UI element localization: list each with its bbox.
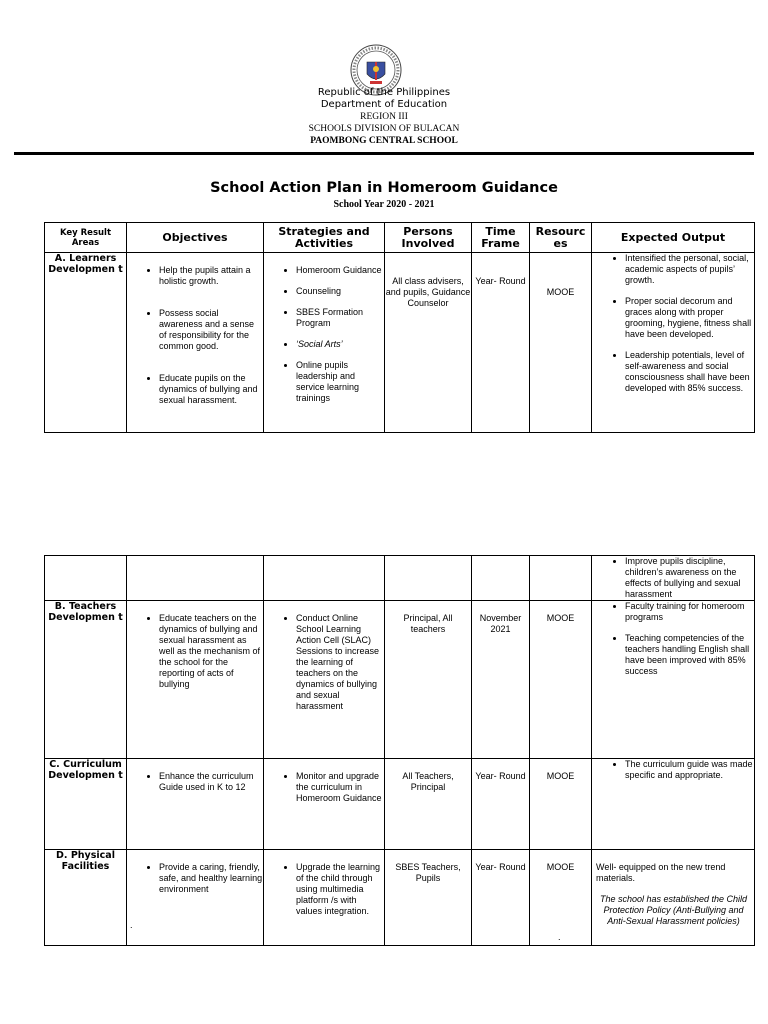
strategies-d [264, 850, 385, 946]
table-row [45, 601, 755, 759]
strategies-b [264, 601, 385, 759]
col-strategies: Strategies and Activities [264, 223, 385, 253]
school-year: School Year 2020 - 2021 [333, 199, 435, 210]
list-item: • The curriculum guide was made specific and appropriate. [625, 759, 754, 781]
department-line: Department of Education [320, 99, 448, 110]
output-a-continued [592, 556, 755, 601]
action-plan-table-1 [44, 222, 755, 433]
list-item: • Faculty training for homeroom programs [625, 601, 754, 623]
list-item: • Conduct Online School Learning Action Cell (SLAC) Sessions to increase the learning of teachers on the dynamics of bullying and sexual harassment [296, 613, 384, 712]
output-d-plain: Well- equipped on the new trend materials. [596, 862, 726, 883]
empty-cell [45, 556, 127, 601]
objectives-a [127, 253, 264, 433]
output-a [592, 253, 755, 433]
empty-cell [385, 556, 472, 601]
action-plan-table-2 [44, 555, 755, 946]
kra-c: C. Curriculum Developmen t [45, 759, 127, 850]
empty-cell [264, 556, 385, 601]
col-persons: Persons Involved [385, 223, 472, 253]
table-row [45, 759, 755, 850]
persons-a: All class advisers, and pupils, Guidance Counselor [385, 253, 472, 433]
list-item: • Educate teachers on the dynamics of bullying and sexual harassment as well as the mechanism of the school for the reporting of acts of bullying [159, 613, 263, 690]
output-d [592, 850, 755, 946]
list-item: • ‘Social Arts’ [296, 339, 384, 350]
list-item: • Counseling [296, 286, 384, 297]
empty-cell [127, 556, 264, 601]
list-item: • Educate pupils on the dynamics of bullying and sexual harassment. [159, 373, 263, 406]
strategies-c [264, 759, 385, 850]
stray-dot: . [558, 932, 561, 942]
strategies-a [264, 253, 385, 433]
list-item: • Monitor and upgrade the curriculum in Homeroom Guidance [296, 771, 384, 804]
col-objectives: Objectives [127, 223, 264, 253]
time-c: Year- Round [472, 759, 530, 850]
time-d: Year- Round [472, 850, 530, 946]
col-resources: Resourc es [530, 223, 592, 253]
resources-b: MOOE [530, 601, 592, 759]
list-item: • Teaching competencies of the teachers handling English shall have been improved with 85% success [625, 633, 754, 677]
output-d-italic: The school has established the Child Protection Policy (Anti-Bullying and Anti-Sexual Harassment policies) [599, 894, 748, 926]
region-line: REGION III [360, 112, 408, 122]
col-key-result-areas: Key Result Areas [45, 223, 127, 253]
list-item: • Provide a caring, friendly, safe, and healthy learning environment [159, 862, 263, 895]
kra-b: B. Teachers Developmen t [45, 601, 127, 759]
persons-d: SBES Teachers, Pupils [385, 850, 472, 946]
list-item: • Improve pupils discipline, children’s awareness on the effects of bullying and sexual harassment [625, 556, 754, 600]
persons-b: Principal, All teachers [385, 601, 472, 759]
resources-d-label: MOOE [546, 862, 575, 872]
kra-d: D. Physical Facilities [45, 850, 127, 946]
resources-d [530, 850, 592, 946]
resources-c: MOOE [530, 759, 592, 850]
document-title: School Action Plan in Homeroom Guidance [210, 180, 558, 196]
division-line: SCHOOLS DIVISION OF BULACAN [308, 124, 460, 134]
table-row [45, 850, 755, 946]
time-b: November 2021 [472, 601, 530, 759]
list-item: • SBES Formation Program [296, 307, 384, 329]
list-item: • Leadership potentials, level of self-awareness and social consciousness shall have been developed with 85% success. [625, 350, 754, 394]
list-item: • Proper social decorum and graces along with proper grooming, hygiene, fitness shall have been developed. [625, 296, 754, 340]
letterhead [0, 87, 768, 147]
republic-line: Republic of the Philippines [317, 87, 451, 98]
stray-dot: . [130, 920, 133, 930]
time-a: Year- Round [472, 253, 530, 433]
header-rule [14, 152, 754, 155]
list-item: • Enhance the curriculum Guide used in K to 12 [159, 771, 263, 793]
col-time-frame: Time Frame [472, 223, 530, 253]
list-item: • Possess social awareness and a sense of responsibility for the common good. [159, 308, 263, 352]
output-c [592, 759, 755, 850]
col-expected-output: Expected Output [592, 223, 755, 253]
list-item: • Homeroom Guidance [296, 265, 384, 276]
table-row [45, 253, 755, 433]
list-item: • Intensified the personal, social, academic aspects of pupils’ growth. [625, 253, 754, 286]
table-row [45, 556, 755, 601]
list-item: • Online pupils leadership and service learning trainings [296, 360, 384, 404]
empty-cell [530, 556, 592, 601]
list-item: • Upgrade the learning of the child through using multimedia platform /s with values integration. [296, 862, 384, 917]
objectives-d [127, 850, 264, 946]
table-header-row [45, 223, 755, 253]
output-b [592, 601, 755, 759]
objectives-c [127, 759, 264, 850]
kra-a: A. Learners Developmen t [45, 253, 127, 433]
list-item: • Help the pupils attain a holistic growth. [159, 265, 263, 287]
empty-cell [472, 556, 530, 601]
persons-c: All Teachers, Principal [385, 759, 472, 850]
resources-a: MOOE [530, 253, 592, 433]
school-line: PAOMBONG CENTRAL SCHOOL [310, 136, 458, 146]
objectives-b [127, 601, 264, 759]
